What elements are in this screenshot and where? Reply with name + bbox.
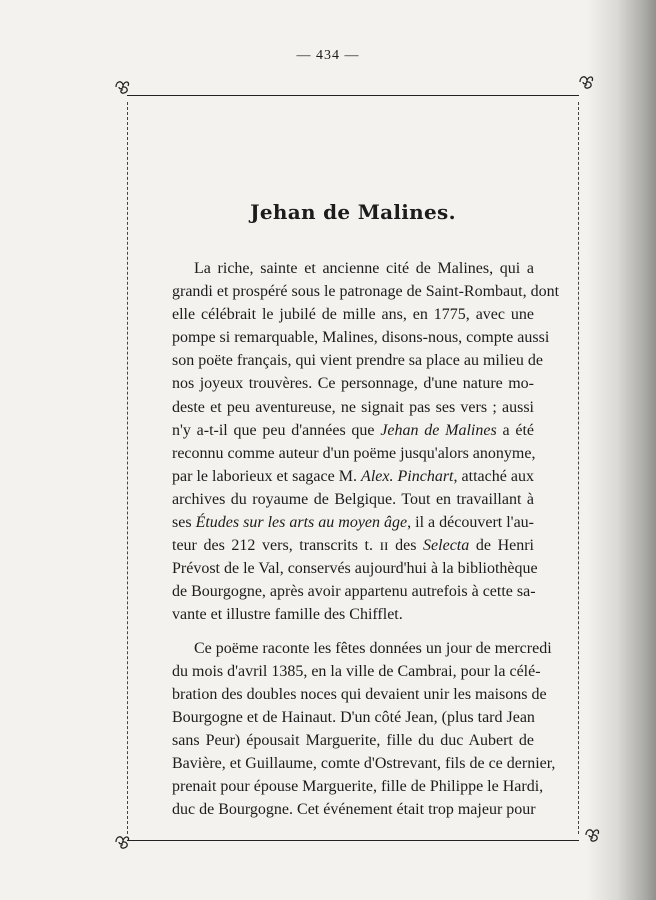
text-line: prenait pour épouse Marguerite, fille de Philippe le Hardi, [172,778,544,796]
text-line: ses Études sur les arts au moyen âge, il a découvert l'au- [172,514,534,532]
text-line: Prévost de le Val, conservés aujourd'hui à la bibliothèque [172,560,538,578]
text-line: nos joyeux trouvères. Ce personnage, d'une nature mo- [172,375,534,393]
text-line: teur des 212 vers, transcrits t. ɪɪ des Selecta de Henri [172,537,534,555]
body-text [172,257,560,821]
text-line: pompe si remarquable, Malines, disons-nous, compte aussi [172,329,550,347]
paragraph [172,637,556,822]
paragraph [172,257,560,627]
text-line: bration des doubles noces qui devaient unir les maisons de [172,685,547,703]
text-line: elle célébrait le jubilé de mille ans, en 1775, avec une [172,306,534,324]
corner-ornament-icon [112,832,132,852]
corner-ornament-icon [576,72,596,92]
text-line: reconnu comme auteur d'un poëme jusqu'alors anonyme, [172,444,536,462]
italic-reference: Études sur les arts au moyen âge [195,514,408,532]
text-line: Ce poëme raconte les fêtes données un jour de mercredi [194,639,552,657]
text-line: duc de Bourgogne. Cet événement était trop majeur pour [172,801,536,819]
text-line: vante et illustre famille des Chifflet. [172,606,403,624]
italic-reference: Selecta [423,537,470,555]
text-line: n'y a-t-il que peu d'années que Jehan de Malines a été [172,421,534,439]
corner-ornament-icon [112,77,132,97]
text-line: grandi et prospéré sous le patronage de Saint-Rombaut, dont [172,283,560,301]
book-gutter-shadow [586,0,656,900]
text-line: archives du royaume de Belgique. Tout en travaillant à [172,490,534,508]
chapter-title: Jehan de Malines. [250,200,456,224]
page-number: — 434 — [296,48,360,63]
text-line: sans Peur) épousait Marguerite, fille du duc Aubert de [172,731,534,749]
italic-reference: Jehan de Malines [380,421,497,439]
text-line: du mois d'avril 1385, en la ville de Cambrai, pour la célé- [172,662,541,680]
text-line: de Bourgogne, après avoir appartenu autrefois à cette sa- [172,583,536,601]
text-line: son poëte français, qui vient prendre sa place au milieu de [172,352,543,370]
text-line: par le laborieux et sagace M. Alex. Pinchart, attaché aux [172,467,534,485]
text-line: La riche, sainte et ancienne cité de Malines, qui a [194,260,534,277]
text-line: deste et peu aventureuse, ne signait pas ses vers ; aussi [172,398,534,416]
text-line: Bavière, et Guillaume, comte d'Ostrevant, fils de ce dernier, [172,754,556,772]
italic-reference: Alex. Pinchart [361,467,454,485]
paragraph-gap [172,627,534,637]
corner-ornament-icon [582,825,602,845]
text-line: Bourgogne et de Hainaut. D'un côté Jean, (plus tard Jean [172,708,535,726]
